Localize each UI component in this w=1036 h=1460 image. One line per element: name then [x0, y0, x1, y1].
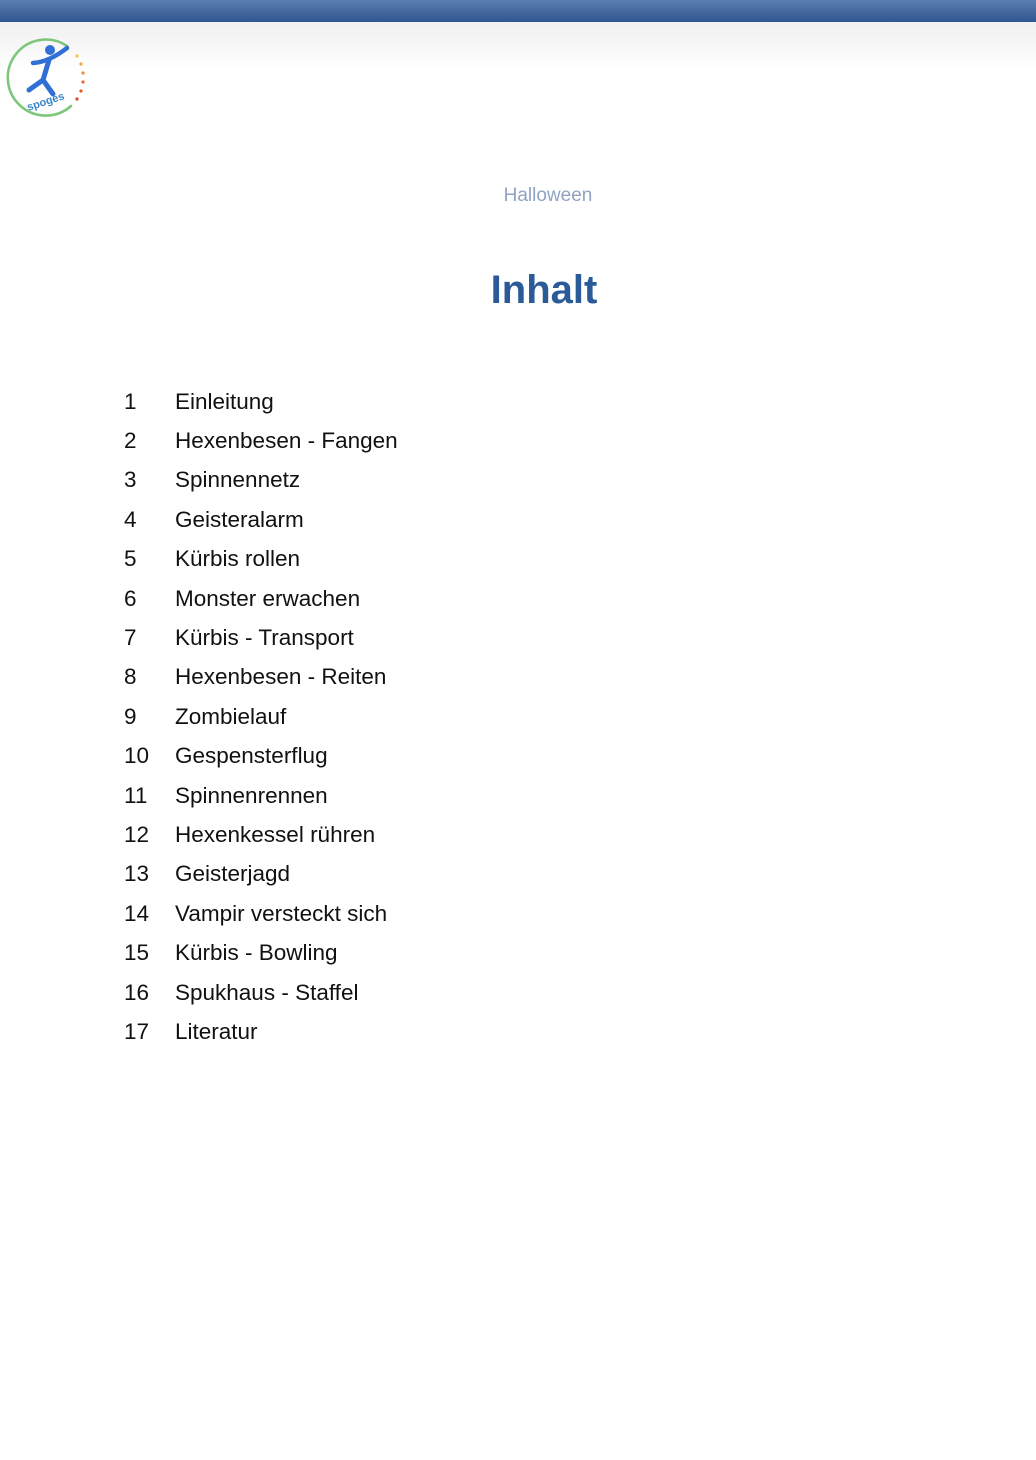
toc-entry-number: 6 [124, 585, 137, 611]
toc-entry[interactable] [124, 815, 398, 854]
toc-entry-text: Hexenbesen - Reiten [175, 664, 387, 690]
spoges-logo [5, 36, 89, 118]
toc-entry[interactable] [124, 540, 398, 579]
toc-entry-text: Kürbis - Transport [175, 625, 354, 651]
toc-entry[interactable] [124, 500, 398, 539]
toc-entry[interactable] [124, 894, 398, 933]
toc-entry[interactable] [124, 697, 398, 736]
toc-entry[interactable] [124, 933, 398, 972]
toc-entry-number: 8 [124, 664, 137, 690]
toc-entry-number: 5 [124, 546, 137, 572]
toc-entry-text: Monster erwachen [175, 585, 361, 611]
toc-entry-text: Geisterjagd [175, 861, 291, 887]
toc-entry-number: 11 [124, 782, 148, 808]
toc-entry-text: Vampir versteckt sich [175, 900, 388, 926]
top-color-band [0, 0, 1036, 22]
toc-entry-number: 13 [124, 861, 150, 887]
toc-entry-number: 9 [124, 703, 137, 729]
document-header-title: Halloween [503, 185, 593, 206]
toc-entry-text: Literatur [175, 1018, 258, 1044]
toc-entry[interactable] [124, 1012, 398, 1051]
toc-entry-text: Hexenbesen - Fangen [175, 428, 398, 454]
toc-entry[interactable] [124, 461, 398, 500]
toc-list [124, 382, 398, 1052]
toc-entry-text: Geisteralarm [175, 506, 304, 532]
toc-entry-number: 2 [124, 428, 137, 454]
toc-entry[interactable] [124, 776, 398, 815]
toc-entry-number: 10 [124, 743, 150, 769]
toc-entry[interactable] [124, 618, 398, 657]
toc-entry-number: 14 [124, 900, 150, 926]
toc-entry-number: 7 [124, 625, 137, 651]
toc-entry[interactable] [124, 579, 398, 618]
logo-text: spoges [25, 90, 66, 114]
toc-entry-text: Hexenkessel rühren [175, 821, 376, 847]
toc-entry-text: Einleitung [175, 388, 274, 414]
toc-entry-text: Zombielauf [175, 703, 287, 729]
toc-entry-number: 16 [124, 979, 150, 1005]
toc-entry-text: Kürbis - Bowling [175, 940, 338, 966]
toc-entry-text: Spinnennetz [175, 467, 301, 493]
toc-entry-text: Kürbis rollen [175, 546, 301, 572]
toc-entry-number: 12 [124, 821, 150, 847]
toc-entry-number: 4 [124, 506, 137, 532]
toc-title: Inhalt [490, 268, 598, 312]
toc-entry-number: 17 [124, 1018, 150, 1044]
toc-entry-text: Gespensterflug [175, 743, 328, 769]
toc-entry[interactable] [124, 737, 398, 776]
top-band-shadow [0, 22, 1036, 72]
toc-entry[interactable] [124, 382, 398, 421]
toc-entry[interactable] [124, 855, 398, 894]
toc-entry-number: 1 [124, 388, 137, 414]
toc-entry[interactable] [124, 658, 398, 697]
toc-entry-number: 15 [124, 940, 150, 966]
toc-entry-text: Spukhaus - Staffel [175, 979, 359, 1005]
toc-entry-number: 3 [124, 467, 137, 493]
toc-entry[interactable] [124, 421, 398, 460]
toc-entry-text: Spinnenrennen [175, 782, 328, 808]
toc-entry[interactable] [124, 973, 398, 1012]
